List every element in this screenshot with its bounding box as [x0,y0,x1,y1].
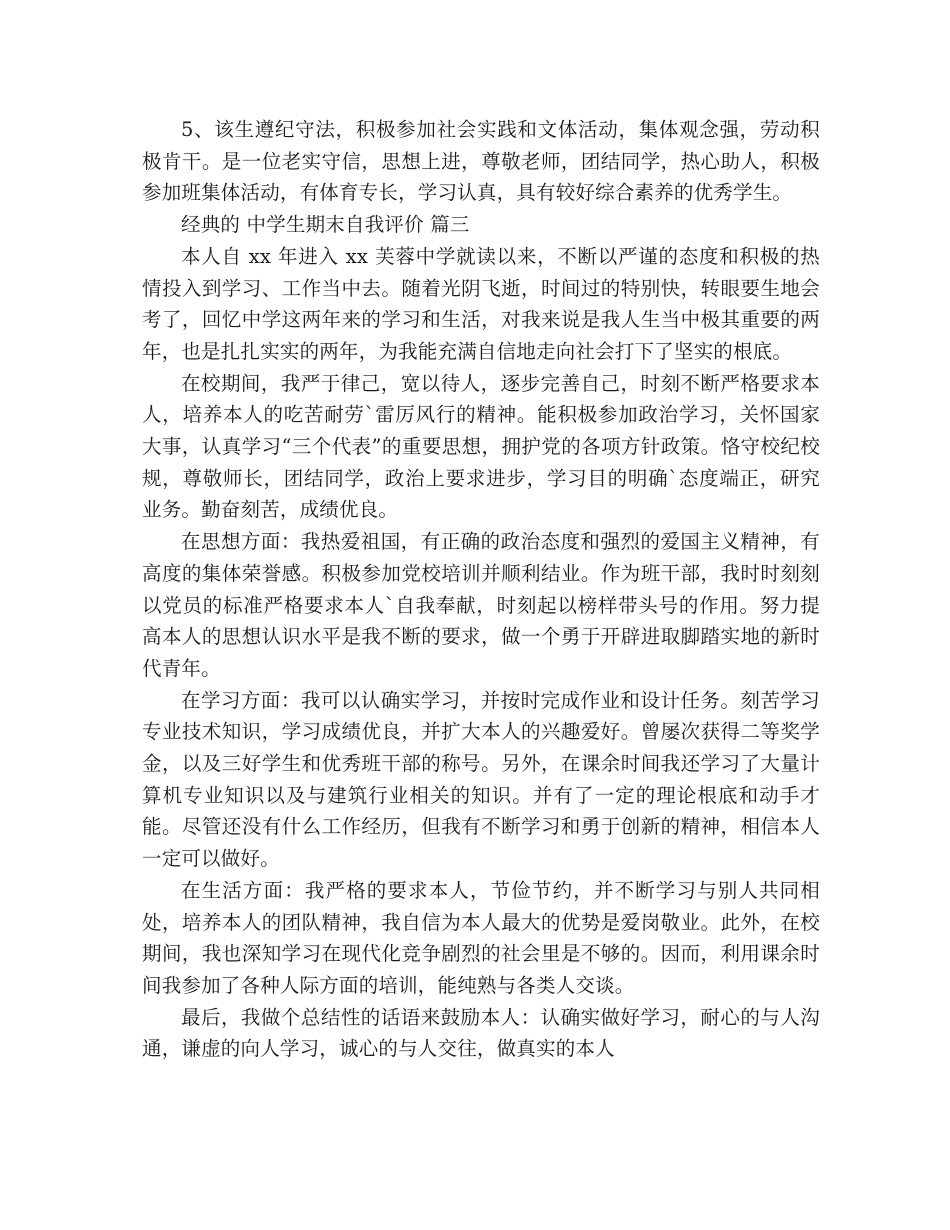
paragraph-ideology: 在思想方面：我热爱祖国，有正确的政治态度和强烈的爱国主义精神，有高度的集体荣誉感。积极参加党校培训并顺利结业。作为班干部，我时时刻刻以党员的标准严格要求本人`自我奉献，时刻起以榜样带头号的作用。努力提高本人的思想认识水平是我不断的要求，做一个勇于开辟进取脚踏实地的新时代青年。 [142,530,820,680]
paragraph-study: 在学习方面：我可以认确实学习，并按时完成作业和设计任务。刻苦学习专业技术知识，学习成绩优良，并扩大本人的兴趣爱好。曾屡次获得二等奖学金，以及三好学生和优秀班干部的称号。另外，在课余时间我还学习了大量计算机专业知识以及与建筑行业相关的知识。并有了一定的理论根底和动手才能。尽管还没有什么工作经历，但我有不断学习和勇于创新的精神，相信本人一定可以做好。 [142,688,820,871]
paragraph-conclusion: 最后，我做个总结性的话语来鼓励本人：认确实做好学习，耐心的与人沟通，谦虚的向人学习，诚心的与人交往，做真实的本人 [142,1005,820,1061]
paragraph-evaluation-item-5: 5、该生遵纪守法，积极参加社会实践和文体活动，集体观念强，劳动积极肯干。是一位老实守信，思想上进，尊敬老师，团结同学，热心助人，积极参加班集体活动，有体育专长，学习认真，具有较好综合素养的优秀学生。 [142,118,820,205]
paragraph-intro: 本人自 xx 年进入 xx 芙蓉中学就读以来，不断以严谨的态度和积极的热情投入到学习、工作当中去。随着光阴飞逝，时间过的特别快，转眼要生地会考了，回忆中学这两年来的学习和生活，对我来说是我人生当中极其重要的两年，也是扎扎实实的两年，为我能充满自信地走向社会打下了坚实的根底。 [142,244,820,363]
document-body [142,114,820,1065]
paragraph-school-period: 在校期间，我严于律己，宽以待人，逐步完善自己，时刻不断严格要求本人，培养本人的吃苦耐劳`雷厉风行的精神。能积极参加政治学习，关怀国家大事，认真学习“三个代表”的重要思想，拥护党的各项方针政策。恪守校纪校规，尊敬师长，团结同学，政治上要求进步，学习目的明确`态度端正，研究业务。勤奋刻苦，成绩优良。 [142,371,820,522]
section-heading: 经典的 中学生期末自我评价 篇三 [181,213,470,237]
paragraph-life: 在生活方面：我严格的要求本人，节俭节约，并不断学习与别人共同相处，培养本人的团队精神，我自信为本人最大的优势是爱岗敬业。此外，在校期间，我也深知学习在现代化竞争剧烈的社会里是不够的。因而，利用课余时间我参加了各种人际方面的培训，能纯熟与各类人交谈。 [142,878,820,997]
